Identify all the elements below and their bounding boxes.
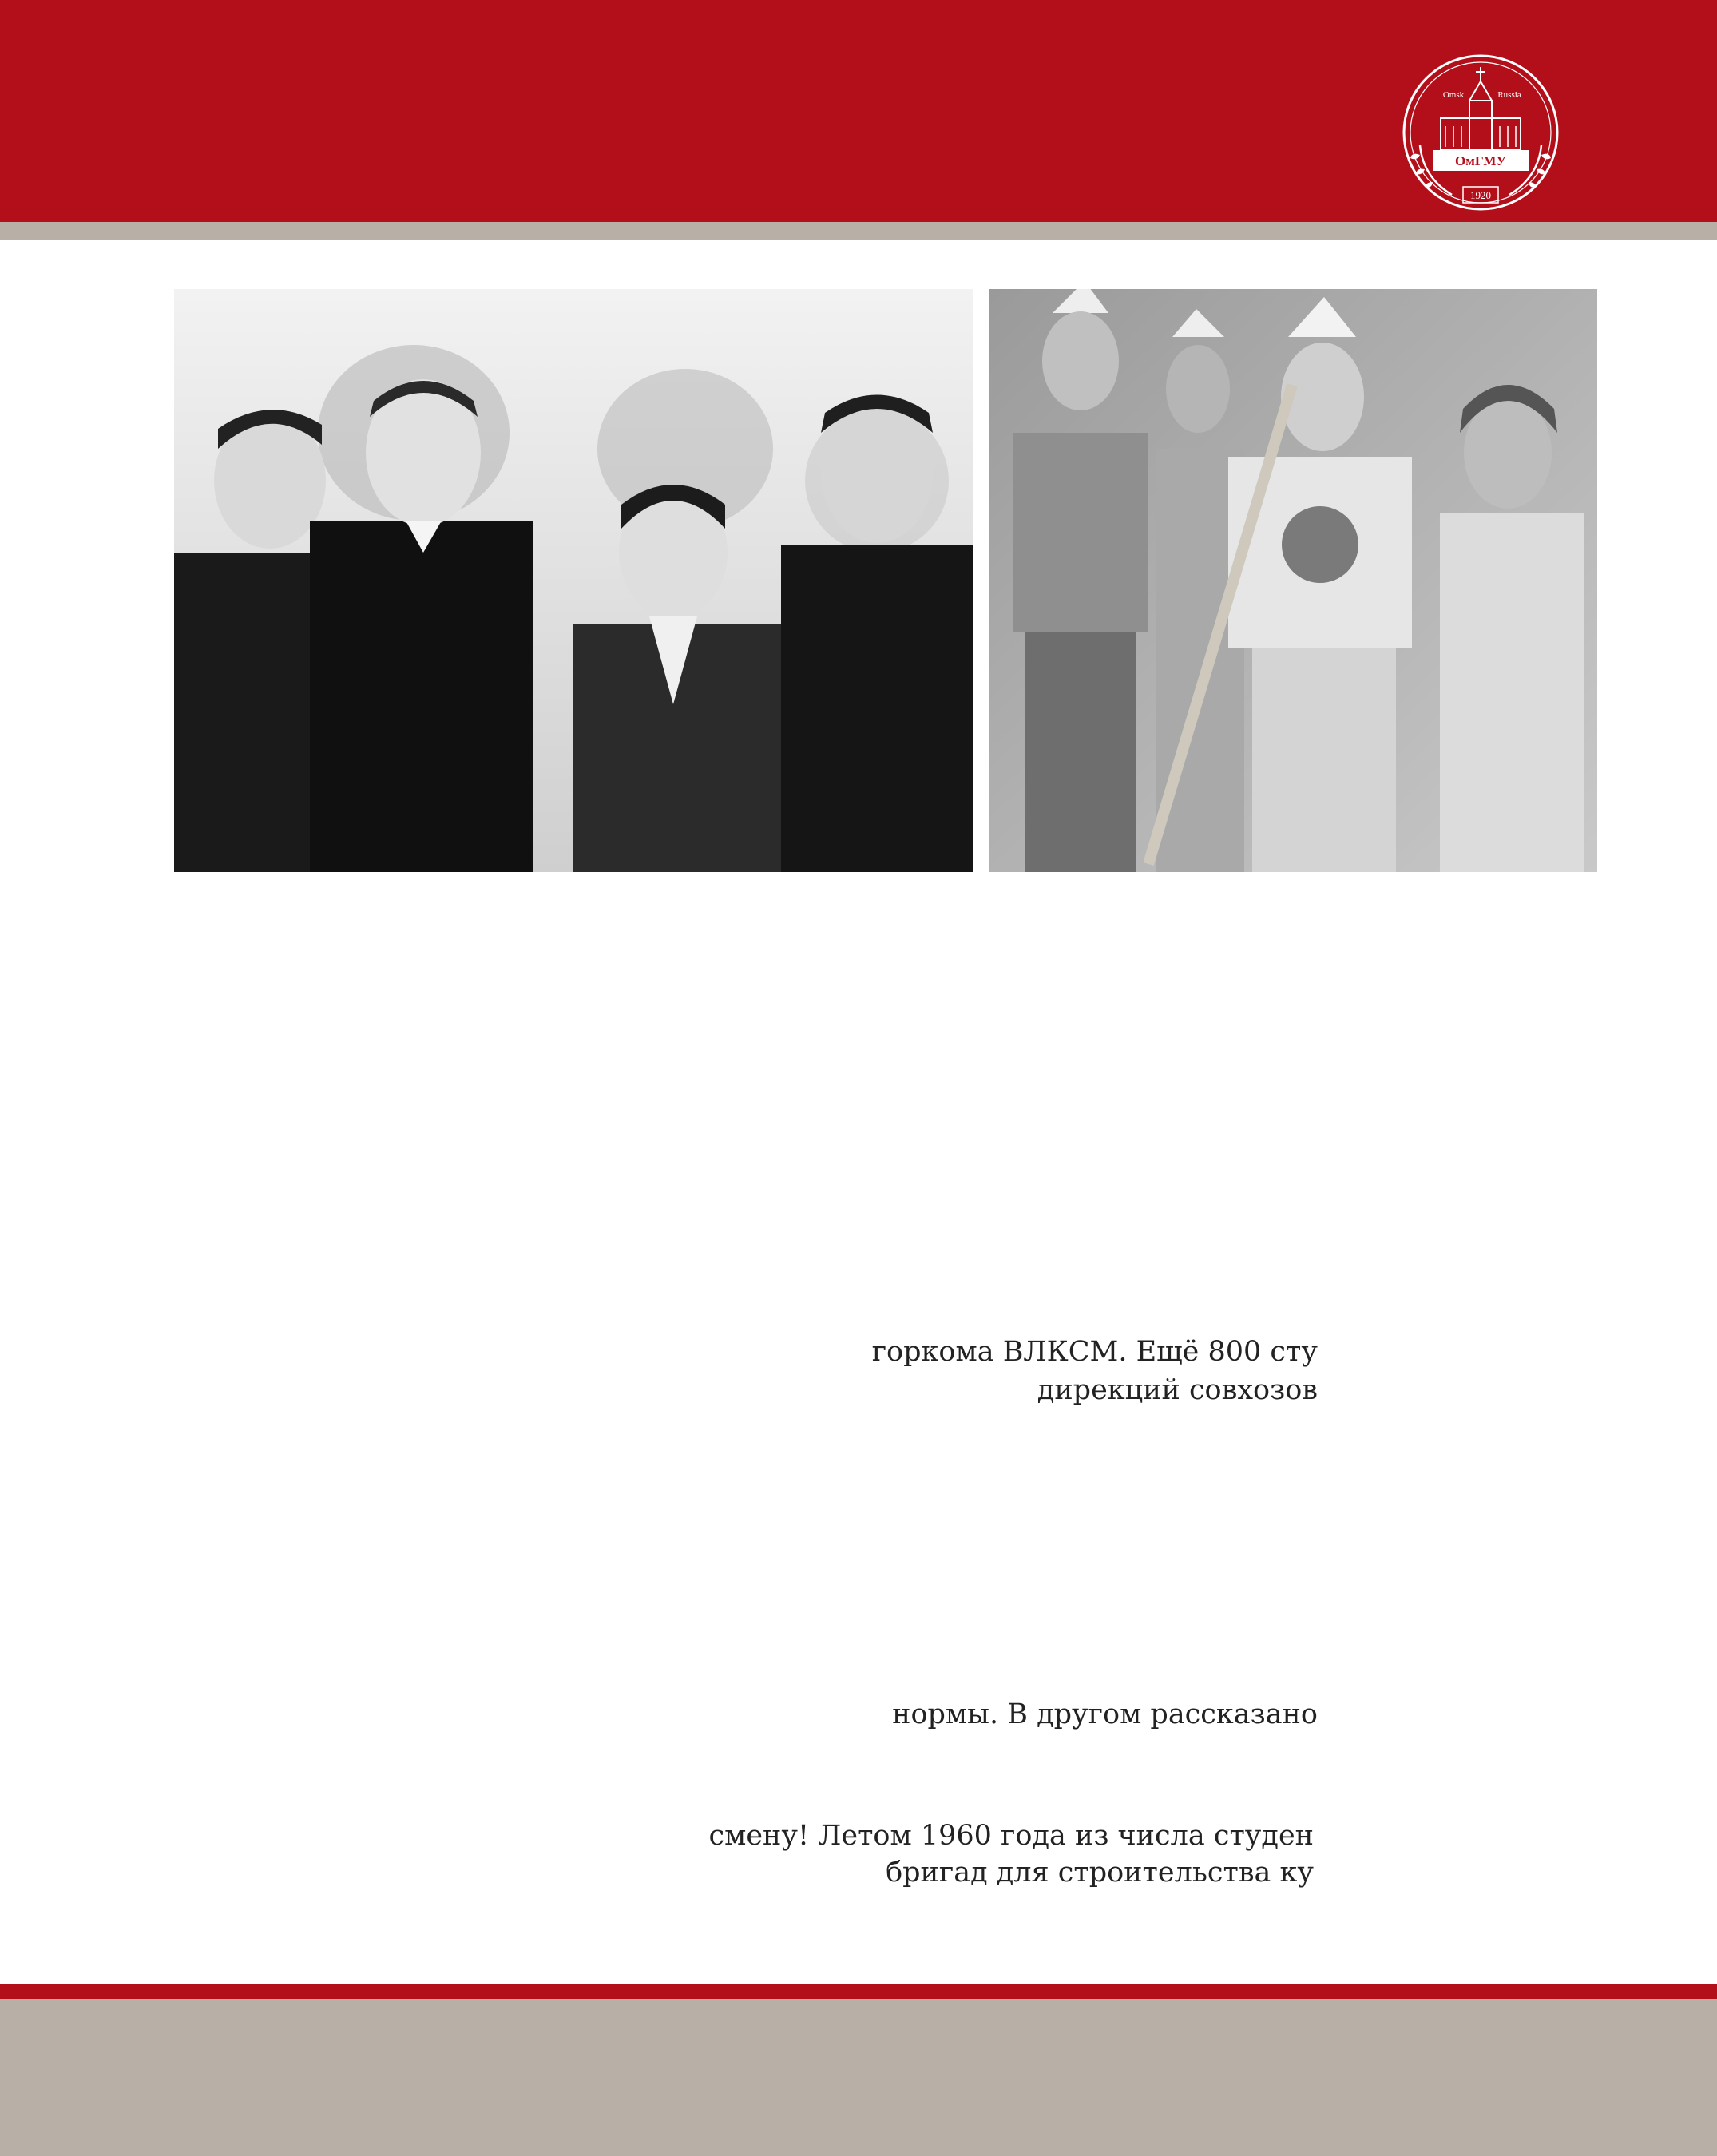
logo-country: Russia (1497, 90, 1521, 100)
text-line-4: смену! Летом 1960 года из числа студен (708, 1820, 1314, 1852)
text-line-1: горкома ВЛКСМ. Ещё 800 сту (871, 1336, 1318, 1368)
footer-band (0, 1999, 1717, 2156)
logo-city: Omsk (1442, 90, 1465, 100)
footer-stripe (0, 1984, 1717, 1999)
university-seal-icon (1396, 50, 1565, 219)
archival-photo-brigade (989, 289, 1597, 872)
text-line-3: нормы. В другом рассказано (892, 1698, 1318, 1730)
logo-name: ОмГМУ (1455, 153, 1506, 168)
university-logo (1396, 50, 1565, 219)
archival-photo-group (174, 289, 973, 872)
text-line-2: дирекций совхозов (1037, 1374, 1318, 1406)
logo-year: 1920 (1470, 189, 1491, 201)
header-stripe (0, 222, 1717, 240)
text-line-5: бригад для строительства ку (886, 1857, 1314, 1888)
